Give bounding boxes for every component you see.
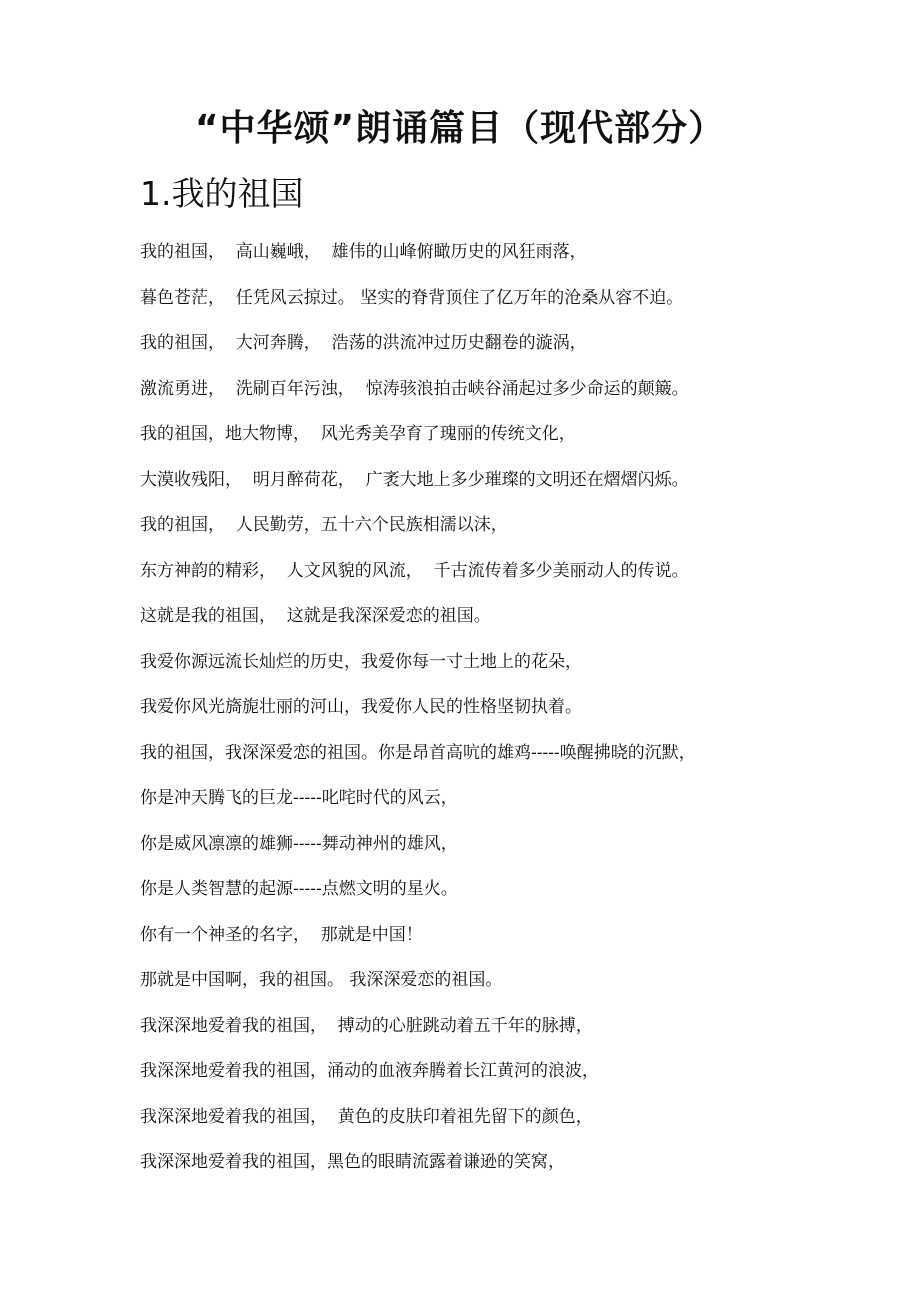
poem-line: 我爱你源远流长灿烂的历史，我爱你每一寸土地上的花朵， [140, 651, 582, 672]
poem-line: 暮色苍茫， 任凭风云掠过。 坚实的脊背顶住了亿万年的沧桑从容不迫。 [140, 287, 684, 308]
poem-line: 我的祖国，我深深爱恋的祖国。你是昂首高吭的雄鸡-----唤醒拂晓的沉默， [140, 742, 696, 763]
poem-line: 大漠收残阳， 明月醉荷花， 广袤大地上多少璀璨的文明还在熠熠闪烁。 [140, 469, 689, 490]
poem-line: 东方神韵的精彩， 人文风貌的风流， 千古流传着多少美丽动人的传说。 [140, 560, 689, 581]
poem-line: 我爱你风光旖旎壮丽的河山，我爱你人民的性格坚韧执着。 [140, 697, 582, 717]
poem-line: 我的祖国，地大物博， 风光秀美孕育了瑰丽的传统文化， [140, 424, 576, 444]
poem-line: 那就是中国啊，我的祖国。 我深深爱恋的祖国。 [140, 970, 503, 990]
poem-line: 我深深地爱着我的祖国， 搏动的心脏跳动着五千年的脉搏， [140, 1015, 593, 1036]
poem-line: 这就是我的祖国， 这就是我深深爱恋的祖国。 [140, 606, 491, 626]
poem-line: 你是冲天腾飞的巨龙-----叱咤时代的风云， [140, 788, 458, 808]
poem-line: 我深深地爱着我的祖国，涌动的血液奔腾着长江黄河的浪波， [140, 1061, 599, 1081]
poem-line: 我深深地爱着我的祖国，黑色的眼睛流露着谦逊的笑窝， [140, 1152, 565, 1172]
poem-line: 你是人类智慧的起源-----点燃文明的星火。 [140, 879, 458, 899]
section-title: 1.我的祖国 [140, 174, 304, 213]
poem-body [140, 232, 900, 1188]
poem-line: 我的祖国， 高山巍峨， 雄伟的山峰俯瞰历史的风狂雨落， [140, 242, 587, 262]
poem-line: 我的祖国， 大河奔腾， 浩荡的洪流冲过历史翻卷的漩涡， [140, 333, 587, 353]
poem-line: 你有一个神圣的名字， 那就是中国！ [140, 924, 423, 945]
document-title: “中华颂”朗诵篇目（现代部分） [194, 108, 726, 149]
poem-line: 激流勇进， 洗刷百年污浊， 惊涛骇浪拍击峡谷涌起过多少命运的颠簸。 [140, 378, 689, 399]
poem-line: 我的祖国， 人民勤劳，五十六个民族相濡以沫， [140, 515, 508, 535]
poem-line: 你是威风凛凛的雄狮-----舞动神州的雄风， [140, 833, 458, 854]
poem-line: 我深深地爱着我的祖国， 黄色的皮肤印着祖先留下的颜色， [140, 1106, 593, 1127]
